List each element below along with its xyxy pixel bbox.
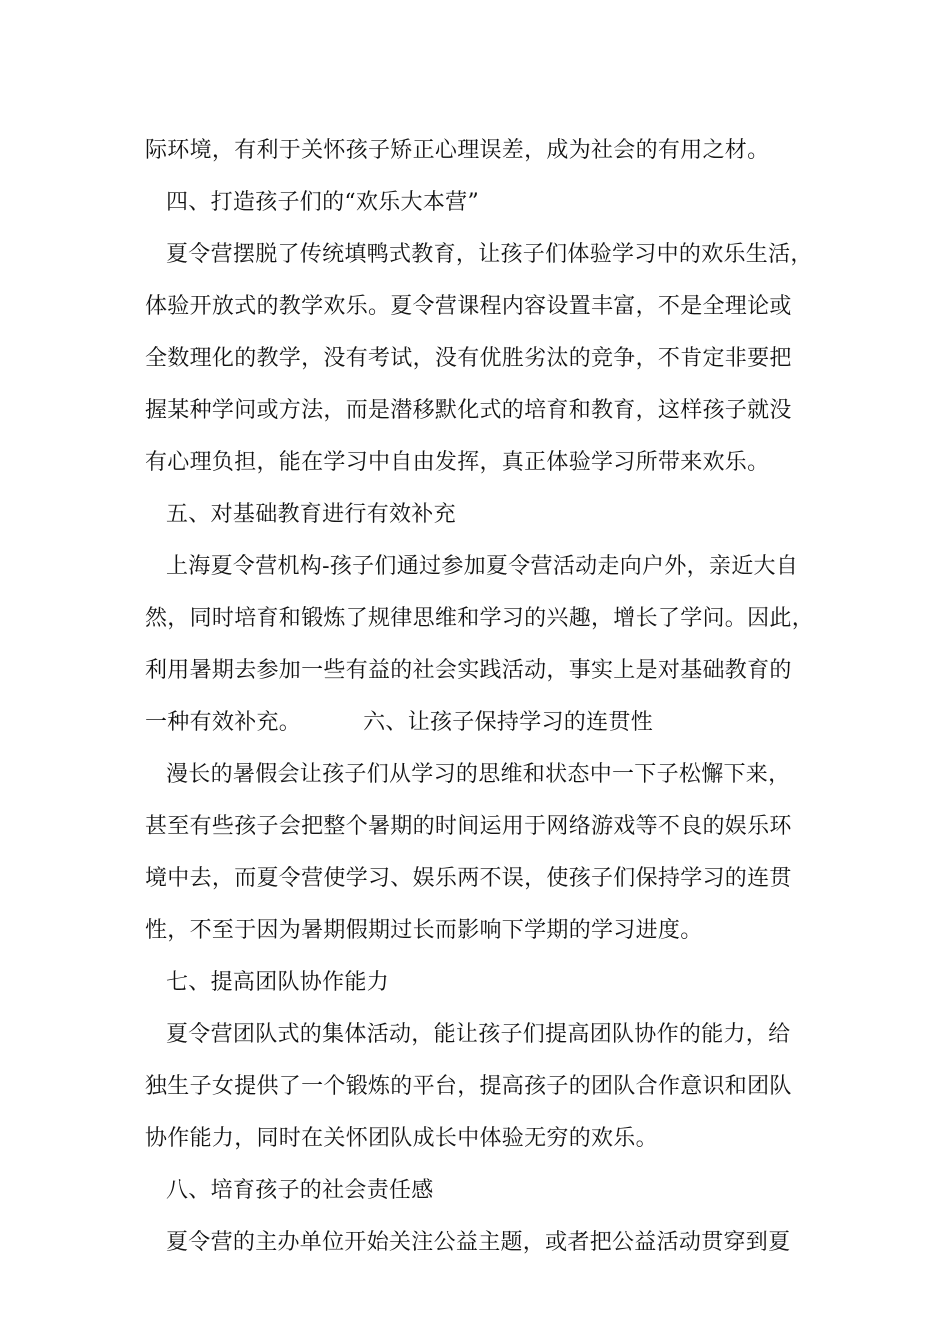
paragraph-line: 然，同时培育和锻炼了规律思维和学习的兴趣，增长了学问。因此， bbox=[145, 606, 815, 631]
paragraph-line: 甚至有些孩子会把整个暑期的时间运用于网络游戏等不良的娱乐环 bbox=[145, 814, 792, 839]
paragraph-line: 利用暑期去参加一些有益的社会实践活动，事实上是对基础教育的 bbox=[145, 658, 792, 683]
paragraph-line: 夏令营的主办单位开始关注公益主题，或者把公益活动贯穿到夏 bbox=[166, 1230, 791, 1255]
section-heading: 八、培育孩子的社会责任感 bbox=[166, 1178, 434, 1203]
section-heading: 五、对基础教育进行有效补充 bbox=[166, 502, 456, 527]
paragraph-line: 一种有效补充。 bbox=[145, 710, 302, 735]
paragraph-line: 境中去，而夏令营使学习、娱乐两不误，使孩子们保持学习的连贯 bbox=[145, 866, 792, 891]
paragraph-line: 夏令营团队式的集体活动，能让孩子们提高团队协作的能力，给 bbox=[166, 1022, 791, 1047]
section-heading: 七、提高团队协作能力 bbox=[166, 970, 390, 995]
paragraph-line: 协作能力，同时在关怀团队成长中体验无穷的欢乐。 bbox=[145, 1126, 658, 1151]
paragraph-line: 漫长的暑假会让孩子们从学习的思维和状态中一下子松懈下来， bbox=[166, 762, 791, 787]
paragraph-line: 性，不至于因为暑期假期过长而影响下学期的学习进度。 bbox=[145, 918, 703, 943]
section-heading: 四、打造孩子们的“欢乐大本营” bbox=[166, 190, 479, 215]
paragraph-line: 上海夏令营机构-孩子们通过参加夏令营活动走向户外，亲近大自 bbox=[166, 554, 799, 579]
paragraph-line: 握某种学问或方法，而是潜移默化式的培育和教育，这样孩子就没 bbox=[145, 398, 792, 423]
section-heading: 六、让孩子保持学习的连贯性 bbox=[363, 710, 654, 735]
paragraph-line: 有心理负担，能在学习中自由发挥，真正体验学习所带来欢乐。 bbox=[145, 450, 770, 475]
paragraph-line: 夏令营摆脱了传统填鸭式教育，让孩子们体验学习中的欢乐生活， bbox=[166, 242, 813, 267]
paragraph-line-with-heading bbox=[145, 703, 845, 743]
paragraph-line: 体验开放式的教学欢乐。夏令营课程内容设置丰富，不是全理论或 bbox=[145, 294, 792, 319]
paragraph-line: 全数理化的教学，没有考试，没有优胜劣汰的竞争，不肯定非要把 bbox=[145, 346, 792, 371]
paragraph-line: 际环境，有利于关怀孩子矫正心理误差，成为社会的有用之材。 bbox=[145, 138, 770, 163]
paragraph-line: 独生子女提供了一个锻炼的平台，提高孩子的团队合作意识和团队 bbox=[145, 1074, 792, 1099]
